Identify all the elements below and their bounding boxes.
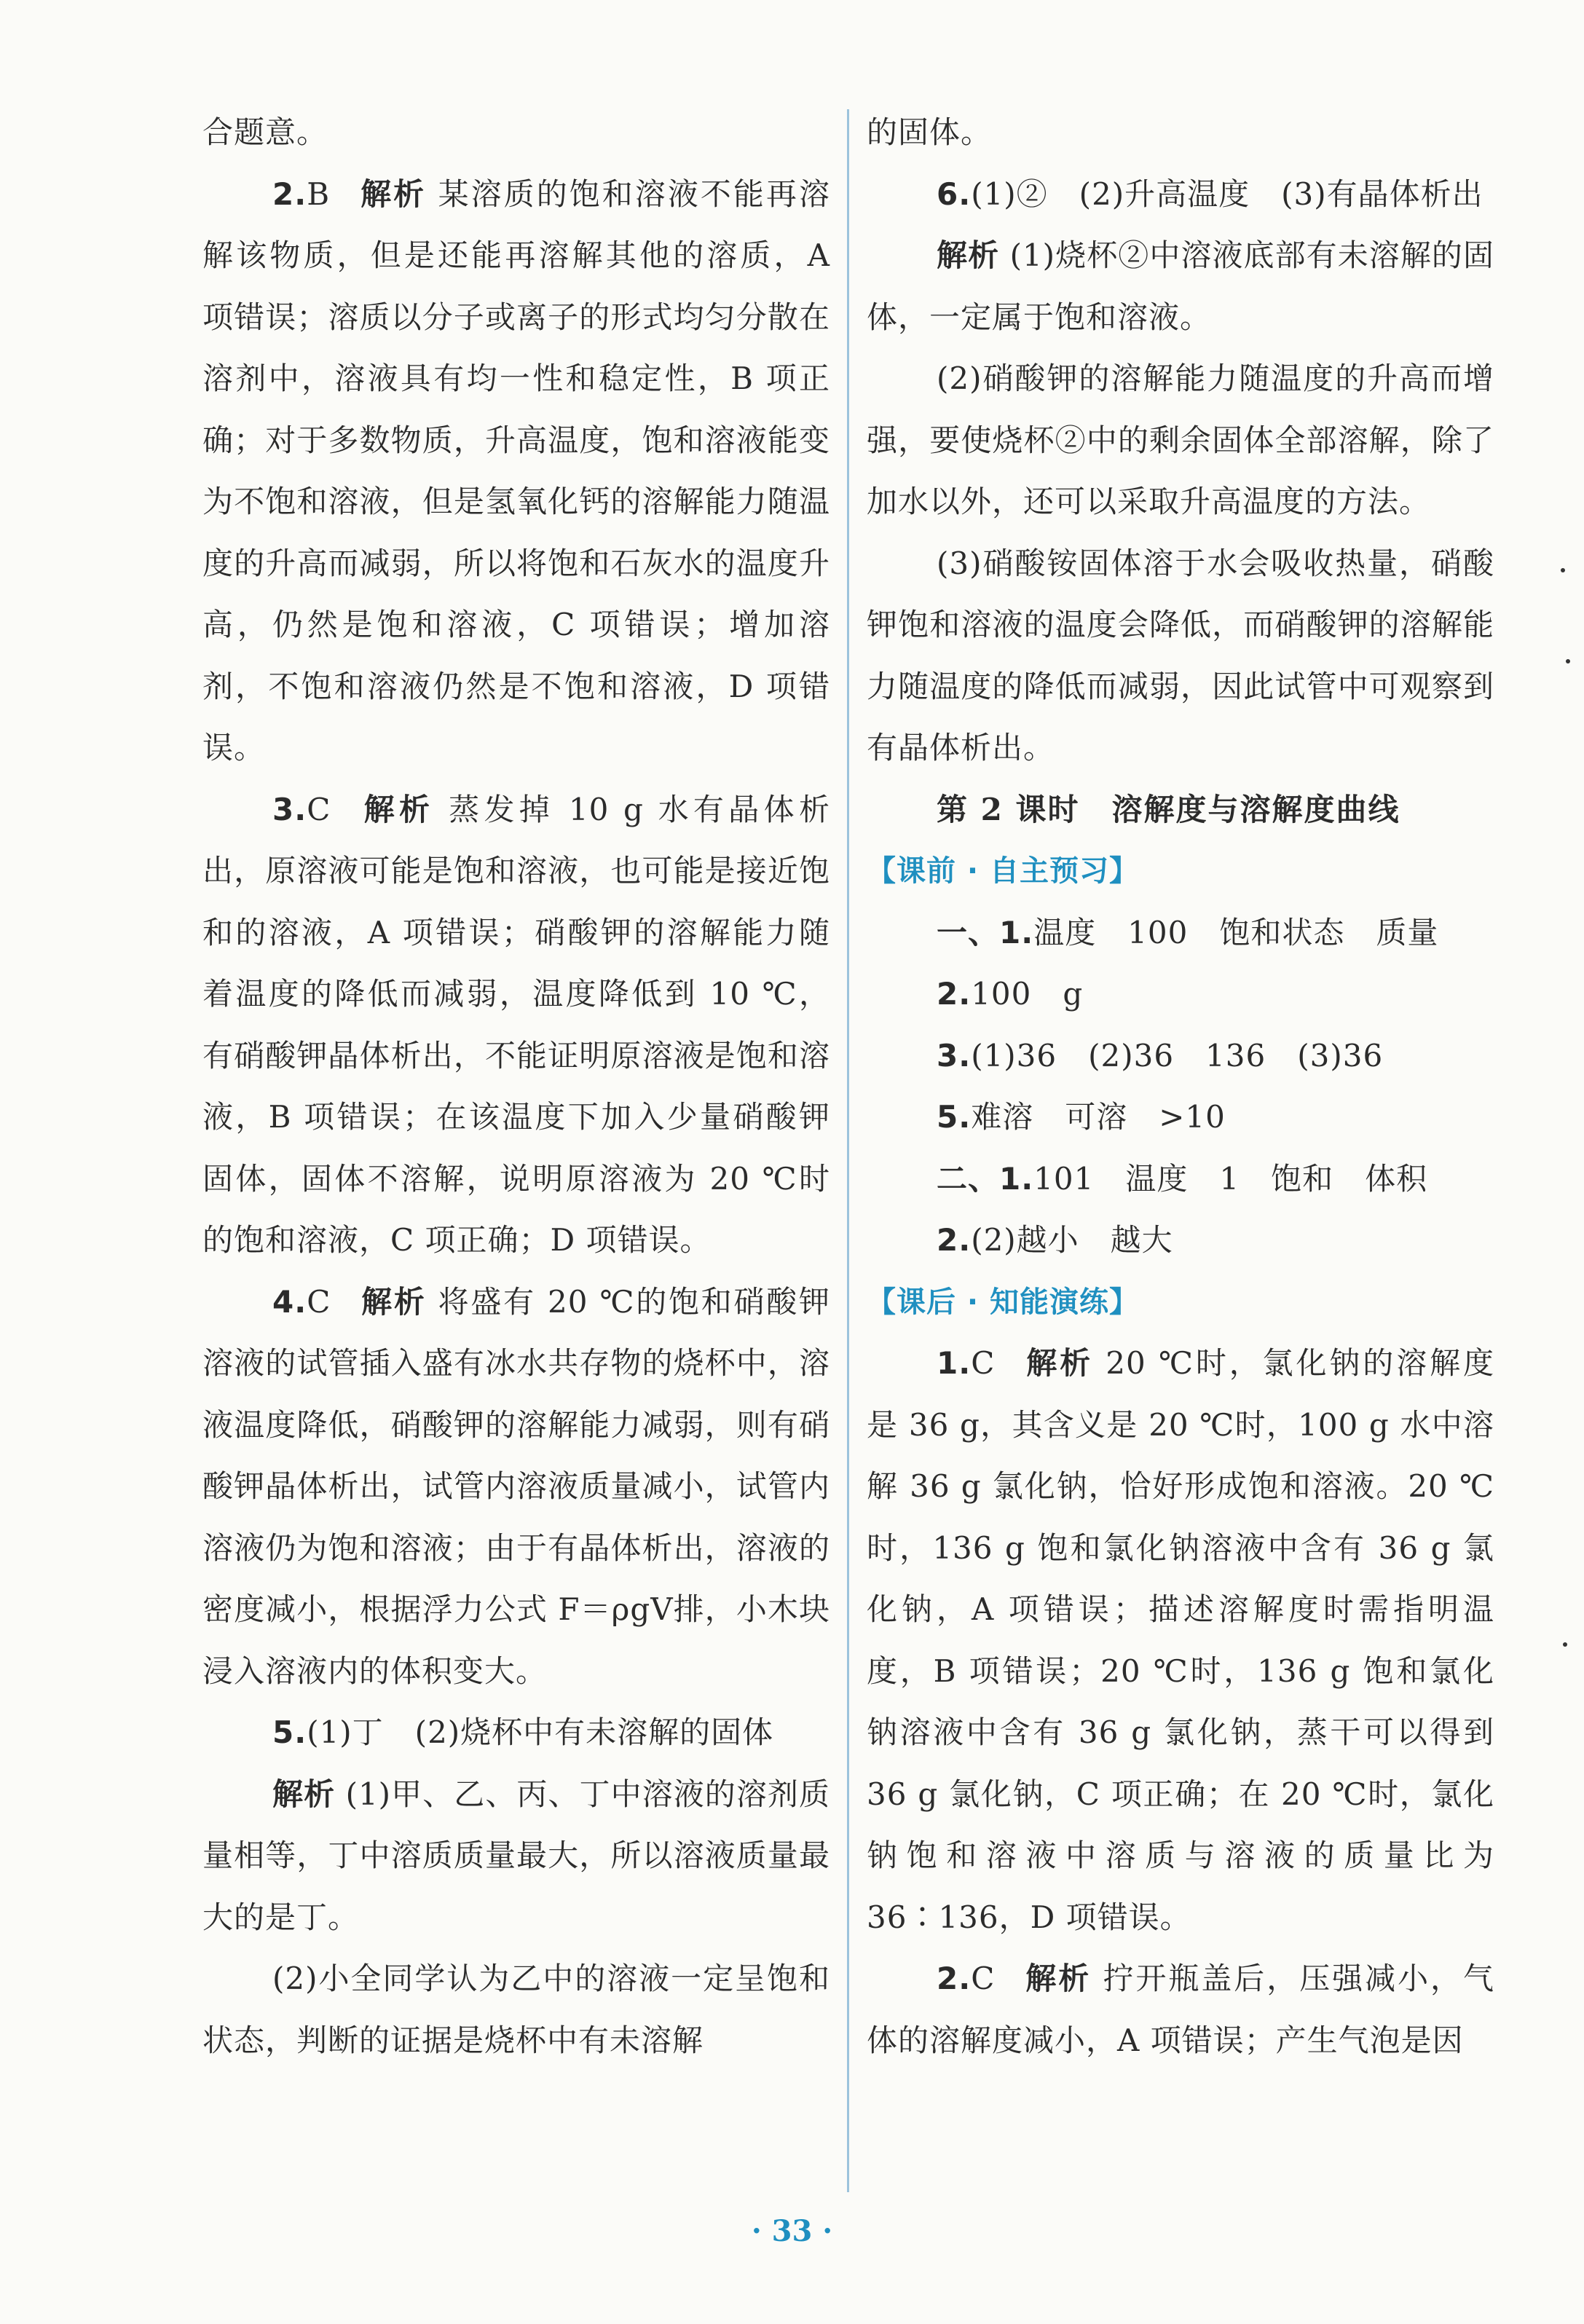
answer-text: 难溶 可溶 >10 bbox=[971, 1099, 1226, 1135]
question-number: 二、1. bbox=[937, 1160, 1034, 1197]
section-heading-practice: 【课后 · 知能演练】 bbox=[867, 1285, 1140, 1319]
answer-4 bbox=[202, 1272, 830, 1703]
analysis-tag: 解析 bbox=[1024, 1345, 1094, 1381]
answer-text: (1)丁 (2)烧杯中有未溶解的固体 bbox=[307, 1714, 774, 1750]
analysis-5-2: (2)小全同学认为乙中的溶液一定呈饱和状态，判断的证据是烧杯中有未溶解 bbox=[202, 1961, 830, 2058]
right-column bbox=[867, 102, 1494, 2071]
preview-answer bbox=[867, 1087, 1494, 1149]
analysis-tag: 解析 bbox=[359, 176, 427, 212]
analysis-text: 拧开瓶盖后，压强减小，气体的溶解度减小，A 项错误；产生气泡是因 bbox=[867, 1961, 1494, 2058]
analysis-tag: 解析 bbox=[360, 1283, 427, 1320]
page-number: · 33 · bbox=[751, 2214, 833, 2248]
answer-text: 100 g bbox=[971, 976, 1084, 1012]
preview-answer bbox=[867, 1149, 1494, 1210]
answer-text: 温度 100 饱和状态 质量 bbox=[1033, 914, 1439, 950]
question-number: 2. bbox=[937, 976, 972, 1012]
analysis-5-1 bbox=[202, 1764, 830, 1949]
question-number: 2. bbox=[937, 1961, 972, 1996]
margin-dot bbox=[1566, 659, 1570, 663]
question-number: 2. bbox=[937, 1222, 972, 1258]
column-divider bbox=[847, 109, 849, 2192]
answer-choice: C bbox=[971, 1345, 996, 1381]
question-number: 3. bbox=[937, 1037, 972, 1074]
preview-answer bbox=[867, 902, 1494, 964]
margin-dot bbox=[1563, 1642, 1567, 1647]
answer-choice: C bbox=[971, 1961, 996, 1996]
question-number: 4. bbox=[272, 1283, 307, 1320]
analysis-text: (1)甲、乙、丙、丁中溶液的溶剂质量相等，丁中溶质质量最大，所以溶液质量最大的是丁。 bbox=[202, 1776, 830, 1935]
analysis-6-1 bbox=[867, 225, 1494, 348]
answer-text: (2)越小 越大 bbox=[971, 1222, 1173, 1258]
answer-choice: C bbox=[307, 791, 331, 827]
analysis-text: 蒸发掉 10 g 水有晶体析出，原溶液可能是饱和溶液，也可能是接近饱和的溶液，A 项错误；硝酸钾的溶解能力随着温度的降低而减弱，温度降低到 10 ℃，有硝酸钾晶体析出，不能证明原溶液是饱和溶液，B 项错误；在该温度下加入少量硝酸钾固体，固体不溶解，说明原溶液为 20 ℃时的饱和溶液，C 项正确；D 项错误。 bbox=[202, 791, 830, 1258]
answer-3 bbox=[202, 779, 830, 1272]
left-column bbox=[202, 102, 830, 2071]
lesson-title: 第 2 课时 溶解度与溶解度曲线 bbox=[937, 791, 1400, 827]
answer-text: 101 温度 1 饱和 体积 bbox=[1033, 1160, 1428, 1197]
answer-text: (1)② (2)升高温度 (3)有晶体析出 bbox=[971, 176, 1483, 212]
analysis-text: 20 ℃时，氯化钠的溶解度是 36 g，其含义是 20 ℃时，100 g 水中溶解 36 g 氯化钠，恰好形成饱和溶液。20 ℃时，136 g 饱和氯化钠溶液中含有 36 g 氯化钠，A 项错误；描述溶解度时需指明温度，B 项错误；20 ℃时，136 g 饱和氯化钠溶液中含有 36 g 氯化钠，蒸干可以得到 36 g 氯化钠，C 项正确；在 20 ℃时，氯化钠饱和溶液中溶质与溶液的质量比为 36∶136，D 项错误。 bbox=[867, 1345, 1494, 1935]
answer-2 bbox=[202, 164, 830, 779]
question-number: 1. bbox=[937, 1345, 972, 1381]
analysis-text: 将盛有 20 ℃的饱和硝酸钾溶液的试管插入盛有冰水共存物的烧杯中，溶液温度降低，硝酸钾的溶解能力减弱，则有硝酸钾晶体析出，试管内溶液质量减小，试管内溶液仍为饱和溶液；由于有晶体析出，溶液的密度减小，根据浮力公式 F＝ρgV排，小木块浸入溶液内的体积变大。 bbox=[202, 1283, 830, 1689]
analysis-tag: 解析 bbox=[937, 237, 1000, 273]
preview-answer bbox=[867, 1210, 1494, 1272]
preview-answer bbox=[867, 964, 1494, 1025]
analysis-6-2: (2)硝酸钾的溶解能力随温度的升高而增强，要使烧杯②中的剩余固体全部溶解，除了加水以外，还可以采取升高温度的方法。 bbox=[867, 361, 1494, 519]
question-number: 5. bbox=[937, 1099, 972, 1135]
section-heading-preview: 【课前 · 自主预习】 bbox=[867, 854, 1140, 888]
analysis-6-3: (3)硝酸铵固体溶于水会吸收热量，硝酸钾饱和溶液的温度会降低，而硝酸钾的溶解能力随温度的降低而减弱，因此试管中可观察到有晶体析出。 bbox=[867, 545, 1494, 765]
text-line: 合题意。 bbox=[202, 114, 328, 150]
question-number: 3. bbox=[272, 791, 307, 827]
answer-choice: B bbox=[307, 176, 331, 212]
analysis-tag: 解析 bbox=[360, 791, 435, 827]
analysis-tag: 解析 bbox=[272, 1776, 336, 1812]
question-number: 5. bbox=[272, 1714, 307, 1750]
analysis-tag: 解析 bbox=[1024, 1961, 1092, 1996]
answer-6 bbox=[867, 164, 1494, 226]
answer-choice: C bbox=[307, 1283, 331, 1320]
question-number: 2. bbox=[272, 176, 307, 212]
analysis-text: (1)烧杯②中溶液底部有未溶解的固体，一定属于饱和溶液。 bbox=[867, 237, 1494, 335]
analysis-text: 某溶质的饱和溶液不能再溶解该物质，但是还能再溶解其他的溶质，A 项错误；溶质以分子或离子的形式均匀分散在溶剂中，溶液具有均一性和稳定性，B 项正确；对于多数物质，升高温度，饱和溶液能变为不饱和溶液，但是氢氧化钙的溶解能力随温度的升高而减弱，所以将饱和石灰水的温度升高，仍然是饱和溶液，C 项错误；增加溶剂，不饱和溶液仍然是不饱和溶液，D 项错误。 bbox=[202, 176, 830, 765]
text-line: 的固体。 bbox=[867, 114, 993, 150]
answer-5 bbox=[202, 1702, 830, 1764]
question-number: 6. bbox=[937, 176, 972, 212]
answer-text: (1)36 (2)36 136 (3)36 bbox=[971, 1037, 1384, 1074]
question-number: 一、1. bbox=[937, 914, 1034, 950]
preview-answer bbox=[867, 1025, 1494, 1087]
practice-answer-2 bbox=[867, 1948, 1494, 2071]
margin-dot bbox=[1561, 568, 1565, 572]
practice-answer-1 bbox=[867, 1333, 1494, 1948]
